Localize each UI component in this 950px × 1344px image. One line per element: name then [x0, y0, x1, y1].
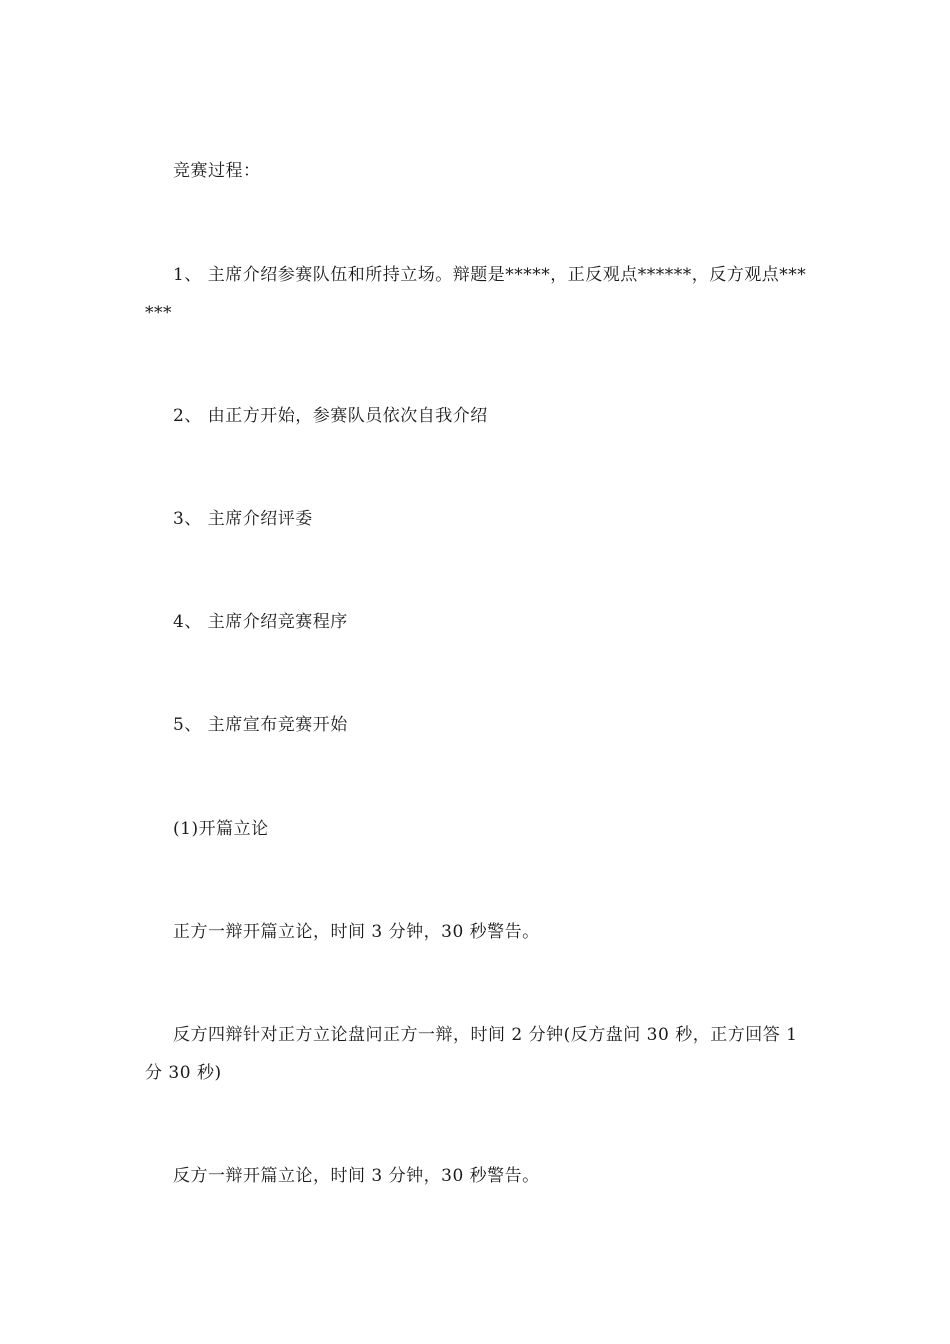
subsection-heading: (1)开篇立论 — [173, 819, 269, 839]
list-item: 3、 主席介绍评委 — [173, 509, 313, 529]
section-heading: 竞赛过程： — [173, 161, 261, 181]
body-paragraph: 正方一辩开篇立论，时间 3 分钟，30 秒警告。 — [173, 922, 540, 942]
list-item: 1、 主席介绍参赛队伍和所持立场。辩题是*****，正反观点******，反方观点****** — [145, 265, 807, 323]
list-item: 4、 主席介绍竞赛程序 — [173, 612, 348, 632]
list-item: 2、 由正方开始，参赛队员依次自我介绍 — [173, 406, 488, 426]
body-paragraph: 反方一辩开篇立论，时间 3 分钟，30 秒警告。 — [173, 1166, 540, 1186]
body-paragraph: 反方四辩针对正方立论盘问正方一辩，时间 2 分钟(反方盘问 30 秒，正方回答 1 分 30 秒) — [145, 1025, 798, 1083]
list-item: 5、 主席宣布竞赛开始 — [173, 715, 348, 735]
